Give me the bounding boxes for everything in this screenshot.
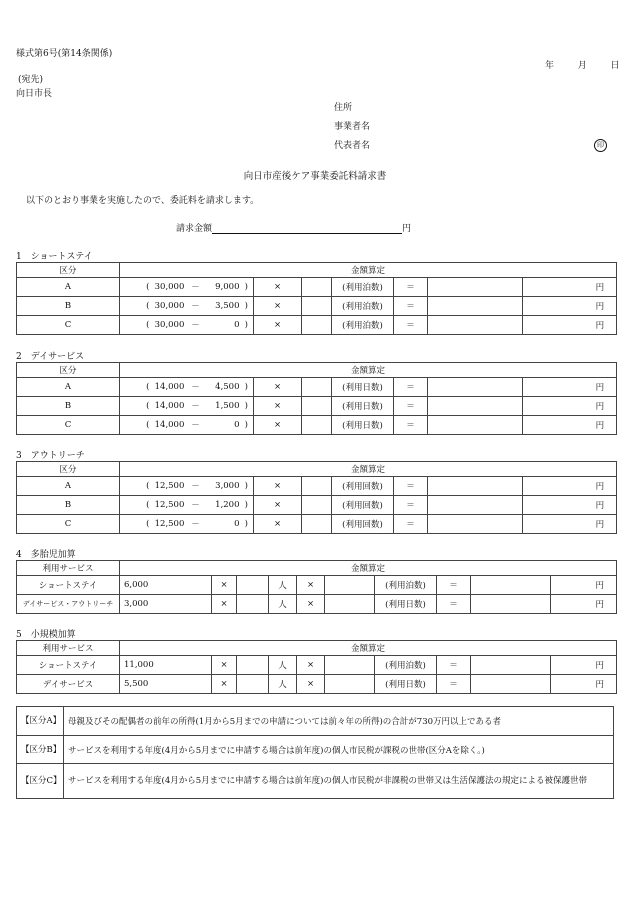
amount-input[interactable] (428, 397, 523, 416)
close-paren: ) (240, 477, 254, 496)
count-input[interactable] (325, 576, 375, 595)
unit-amount: 5,500 (120, 675, 212, 694)
unit-amount: 6,000 (120, 576, 212, 595)
multiply-sign: × (212, 656, 237, 675)
count-label: (利用泊数) (332, 297, 394, 316)
count-label: (利用回数) (332, 496, 394, 515)
base-amount: 14,000 (150, 416, 190, 435)
count-input[interactable] (302, 297, 332, 316)
amount-input[interactable] (428, 278, 523, 297)
multiply-sign: × (212, 576, 237, 595)
note-key: 【区分B】 (17, 736, 64, 764)
open-paren: ( (120, 316, 150, 335)
claim-unit: 円 (402, 224, 412, 234)
deduction-amount: 0 (202, 416, 240, 435)
multiply-sign: × (254, 496, 302, 515)
count-label: (利用日数) (332, 416, 394, 435)
equals-sign: ＝ (394, 496, 428, 515)
minus-sign: － (190, 316, 202, 335)
base-amount: 14,000 (150, 397, 190, 416)
open-paren: ( (120, 496, 150, 515)
persons-input[interactable] (237, 595, 269, 614)
base-amount: 30,000 (150, 297, 190, 316)
column-header-calc: 金額算定 (120, 263, 617, 278)
category-cell: C (17, 416, 120, 435)
count-input[interactable] (302, 477, 332, 496)
service-cell: ショートステイ (17, 576, 120, 595)
persons-input[interactable] (237, 576, 269, 595)
open-paren: ( (120, 477, 150, 496)
intro-text: 以下のとおり事業を実施したので、委託料を請求します。 (26, 196, 260, 206)
table-row (17, 576, 617, 595)
date-year: 年 (545, 61, 555, 71)
minus-sign: － (190, 278, 202, 297)
multiply-sign: × (254, 378, 302, 397)
amount-input[interactable] (428, 496, 523, 515)
category-cell: A (17, 378, 120, 397)
table-row (17, 675, 617, 694)
base-amount: 30,000 (150, 316, 190, 335)
minus-sign: － (190, 477, 202, 496)
minus-sign: － (190, 515, 202, 534)
deduction-amount: 0 (202, 515, 240, 534)
note-row (17, 707, 614, 736)
section-heading: 3 アウトリーチ (16, 451, 85, 461)
yen-unit: 円 (523, 416, 617, 435)
close-paren: ) (240, 278, 254, 297)
note-key: 【区分C】 (17, 764, 64, 799)
count-input[interactable] (302, 278, 332, 297)
person-unit: 人 (269, 656, 297, 675)
equals-sign: ＝ (394, 378, 428, 397)
equals-sign: ＝ (394, 397, 428, 416)
category-notes-table (16, 706, 614, 799)
yen-unit: 円 (523, 477, 617, 496)
multiply-sign: × (254, 416, 302, 435)
category-cell: B (17, 397, 120, 416)
multiply-sign: × (297, 656, 325, 675)
open-paren: ( (120, 278, 150, 297)
close-paren: ) (240, 416, 254, 435)
count-label: (利用日数) (332, 378, 394, 397)
category-cell: C (17, 316, 120, 335)
category-cell: B (17, 297, 120, 316)
person-unit: 人 (269, 576, 297, 595)
table-row (17, 297, 617, 316)
calc-table (16, 461, 617, 534)
count-input[interactable] (325, 656, 375, 675)
deduction-amount: 0 (202, 316, 240, 335)
column-header-category: 区分 (17, 462, 120, 477)
count-input[interactable] (302, 515, 332, 534)
note-text: サービスを利用する年度(4月から5月までに申請する場合は前年度)の個人市民税が課税の世帯(区分Aを除く。) (64, 736, 614, 764)
column-header-category: 区分 (17, 363, 120, 378)
deduction-amount: 1,500 (202, 397, 240, 416)
yen-unit: 円 (551, 595, 617, 614)
table-header-row (17, 263, 617, 278)
equals-sign: ＝ (437, 595, 471, 614)
form-number: 様式第6号(第14条関係) (16, 49, 113, 59)
open-paren: ( (120, 416, 150, 435)
multiply-sign: × (212, 675, 237, 694)
count-label: (利用泊数) (332, 316, 394, 335)
close-paren: ) (240, 297, 254, 316)
service-cell: ショートステイ (17, 656, 120, 675)
open-paren: ( (120, 378, 150, 397)
base-amount: 12,500 (150, 496, 190, 515)
minus-sign: － (190, 416, 202, 435)
note-text: サービスを利用する年度(4月から5月までに申請する場合は前年度)の個人市民税が非課税の世帯又は生活保護法の規定による被保護世帯 (64, 764, 614, 799)
multiply-sign: × (297, 675, 325, 694)
equals-sign: ＝ (394, 416, 428, 435)
deduction-amount: 4,500 (202, 378, 240, 397)
section-heading: 4 多胎児加算 (16, 550, 76, 560)
yen-unit: 円 (523, 378, 617, 397)
count-input[interactable] (302, 416, 332, 435)
table-row (17, 378, 617, 397)
claim-label: 請求金額 (176, 224, 213, 234)
column-header-category: 区分 (17, 263, 120, 278)
note-text: 母親及びその配偶者の前年の所得(1月から5月までの申請については前々年の所得)の合計が730万円以上である者 (64, 707, 614, 736)
date-day: 日 (610, 61, 620, 71)
count-label: (利用日数) (332, 397, 394, 416)
deduction-amount: 1,200 (202, 496, 240, 515)
amount-input[interactable] (471, 576, 551, 595)
equals-sign: ＝ (394, 515, 428, 534)
amount-input[interactable] (428, 416, 523, 435)
deduction-amount: 3,000 (202, 477, 240, 496)
count-label: (利用泊数) (375, 656, 437, 675)
equals-sign: ＝ (437, 675, 471, 694)
yen-unit: 円 (551, 576, 617, 595)
claim-amount-line (176, 221, 411, 234)
note-row (17, 764, 614, 799)
equals-sign: ＝ (437, 576, 471, 595)
minus-sign: － (190, 397, 202, 416)
yen-unit: 円 (551, 675, 617, 694)
column-header-calc: 金額算定 (120, 363, 617, 378)
multiply-sign: × (254, 477, 302, 496)
calc-table (16, 262, 617, 335)
base-amount: 14,000 (150, 378, 190, 397)
close-paren: ) (240, 316, 254, 335)
equals-sign: ＝ (394, 278, 428, 297)
section-heading: 2 デイサービス (16, 352, 85, 362)
column-header-service: 利用サービス (17, 641, 120, 656)
deduction-amount: 3,500 (202, 297, 240, 316)
date-month: 月 (577, 61, 587, 71)
persons-input[interactable] (237, 675, 269, 694)
date-line (545, 58, 620, 71)
category-cell: A (17, 477, 120, 496)
equals-sign: ＝ (437, 656, 471, 675)
applicant-representative: 代表者名 (334, 141, 371, 151)
unit-amount: 3,000 (120, 595, 212, 614)
close-paren: ) (240, 496, 254, 515)
seal-mark: 印 (594, 139, 607, 152)
count-label: (利用日数) (375, 675, 437, 694)
applicant-business-name: 事業者名 (334, 122, 371, 132)
yen-unit: 円 (523, 397, 617, 416)
count-input[interactable] (302, 378, 332, 397)
column-header-calc: 金額算定 (120, 462, 617, 477)
equals-sign: ＝ (394, 316, 428, 335)
column-header-service: 利用サービス (17, 561, 120, 576)
close-paren: ) (240, 515, 254, 534)
multiply-sign: × (212, 595, 237, 614)
amount-input[interactable] (471, 595, 551, 614)
calc-table (16, 362, 617, 435)
minus-sign: － (190, 297, 202, 316)
note-key: 【区分A】 (17, 707, 64, 736)
amount-input[interactable] (428, 297, 523, 316)
base-amount: 12,500 (150, 515, 190, 534)
applicant-address: 住所 (334, 103, 353, 113)
base-amount: 30,000 (150, 278, 190, 297)
multiply-sign: × (297, 595, 325, 614)
amount-input[interactable] (428, 316, 523, 335)
minus-sign: － (190, 378, 202, 397)
count-input[interactable] (325, 675, 375, 694)
yen-unit: 円 (551, 656, 617, 675)
column-header-calc: 金額算定 (120, 641, 617, 656)
category-cell: B (17, 496, 120, 515)
note-row (17, 736, 614, 764)
table-header-row (17, 363, 617, 378)
table-row (17, 316, 617, 335)
addressee-label: (宛先) (18, 75, 44, 85)
category-cell: A (17, 278, 120, 297)
table-row (17, 416, 617, 435)
table-header-row (17, 561, 617, 576)
yen-unit: 円 (523, 316, 617, 335)
addon-table (16, 560, 617, 614)
base-amount: 12,500 (150, 477, 190, 496)
addressee: 向日市長 (16, 89, 53, 99)
equals-sign: ＝ (394, 297, 428, 316)
open-paren: ( (120, 397, 150, 416)
amount-input[interactable] (471, 675, 551, 694)
count-input[interactable] (302, 397, 332, 416)
count-label: (利用泊数) (332, 278, 394, 297)
amount-input[interactable] (428, 515, 523, 534)
table-row (17, 496, 617, 515)
count-input[interactable] (302, 496, 332, 515)
category-cell: C (17, 515, 120, 534)
table-header-row (17, 462, 617, 477)
person-unit: 人 (269, 595, 297, 614)
open-paren: ( (120, 515, 150, 534)
amount-input[interactable] (471, 656, 551, 675)
table-row (17, 595, 617, 614)
yen-unit: 円 (523, 496, 617, 515)
count-label: (利用泊数) (375, 576, 437, 595)
count-input[interactable] (325, 595, 375, 614)
equals-sign: ＝ (394, 477, 428, 496)
multiply-sign: × (254, 297, 302, 316)
multiply-sign: × (254, 316, 302, 335)
document-title: 向日市産後ケア事業委託料請求書 (243, 171, 387, 182)
multiply-sign: × (254, 278, 302, 297)
section-heading: 5 小規模加算 (16, 630, 76, 640)
count-label: (利用回数) (332, 477, 394, 496)
yen-unit: 円 (523, 278, 617, 297)
count-input[interactable] (302, 316, 332, 335)
table-row (17, 397, 617, 416)
amount-input[interactable] (428, 477, 523, 496)
close-paren: ) (240, 378, 254, 397)
yen-unit: 円 (523, 515, 617, 534)
amount-input[interactable] (428, 378, 523, 397)
person-unit: 人 (269, 675, 297, 694)
table-row (17, 515, 617, 534)
addon-table (16, 640, 617, 694)
service-cell: デイサービス (17, 675, 120, 694)
service-cell: デイサービス・アウトリーチ (17, 595, 120, 614)
yen-unit: 円 (523, 297, 617, 316)
table-row (17, 477, 617, 496)
persons-input[interactable] (237, 656, 269, 675)
minus-sign: － (190, 496, 202, 515)
open-paren: ( (120, 297, 150, 316)
deduction-amount: 9,000 (202, 278, 240, 297)
unit-amount: 11,000 (120, 656, 212, 675)
table-row (17, 278, 617, 297)
count-label: (利用日数) (375, 595, 437, 614)
multiply-sign: × (297, 576, 325, 595)
close-paren: ) (240, 397, 254, 416)
table-header-row (17, 641, 617, 656)
claim-amount-blank[interactable] (212, 223, 402, 234)
count-label: (利用回数) (332, 515, 394, 534)
multiply-sign: × (254, 515, 302, 534)
multiply-sign: × (254, 397, 302, 416)
section-heading: 1 ショートステイ (16, 252, 93, 262)
table-row (17, 656, 617, 675)
column-header-calc: 金額算定 (120, 561, 617, 576)
